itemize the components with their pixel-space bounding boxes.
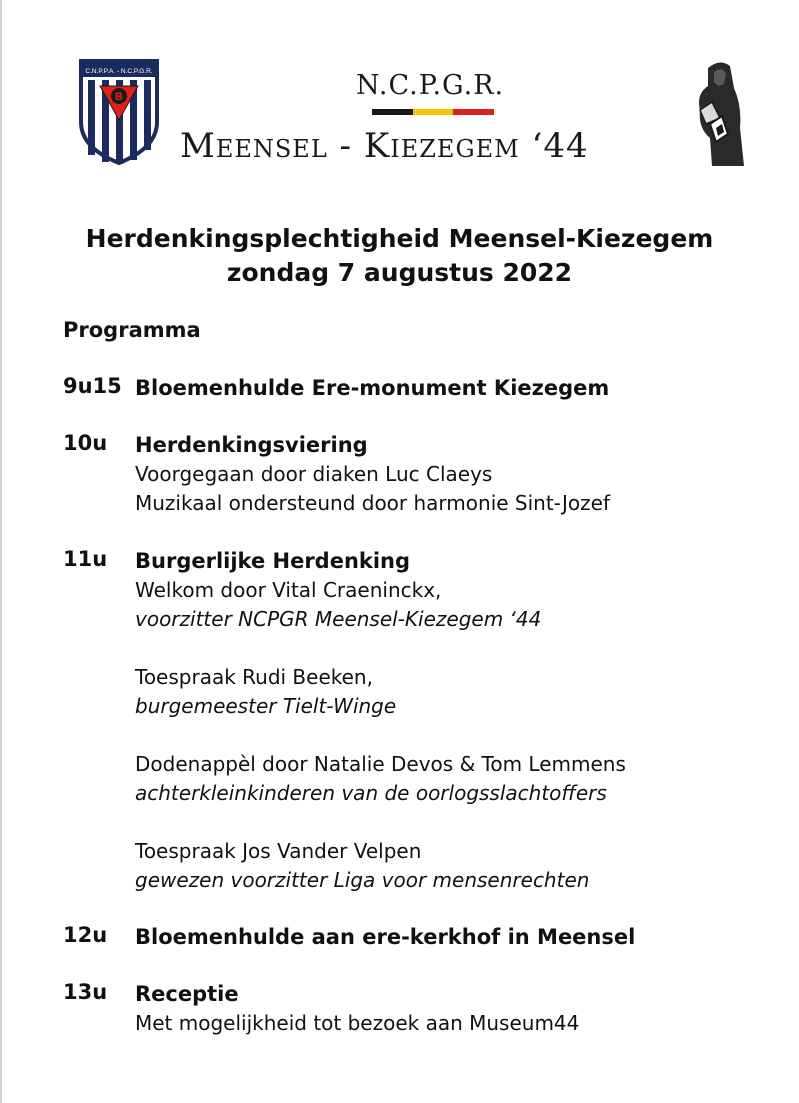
shield-letter: B: [115, 91, 123, 103]
speaker-role: achterkleinkinderen van de oorlogsslachtoffers: [135, 781, 607, 805]
city-title: Meensel - Kiezegem ‘44: [180, 126, 589, 166]
program-line: Muzikaal ondersteund door harmonie Sint-Jozef: [135, 491, 610, 515]
program-time: 11u: [63, 547, 108, 571]
shield-logo: [78, 58, 160, 166]
flag-black: [372, 109, 413, 115]
flag-red: [453, 109, 494, 115]
event-title: Herdenkingsplechtigheid Meensel-Kiezegem: [85, 224, 714, 253]
speaker-name: Toespraak Rudi Beeken,: [135, 665, 373, 689]
speaker-role: gewezen voorzitter Liga voor mensenrechten: [135, 868, 590, 892]
speaker-role: voorzitter NCPGR Meensel-Kiezegem ‘44: [135, 607, 542, 631]
monument-icon: [690, 58, 748, 170]
speaker-name: Toespraak Jos Vander Velpen: [135, 839, 422, 863]
speaker-name: Welkom door Vital Craeninckx,: [135, 578, 442, 602]
page-edge: [0, 0, 2, 1103]
program-time: 12u: [63, 923, 108, 947]
program-title: Bloemenhulde Ere-monument Kiezegem: [135, 376, 610, 400]
program-time: 13u: [63, 980, 108, 1004]
program-title: Receptie: [135, 982, 239, 1006]
program-title: Herdenkingsviering: [135, 433, 368, 457]
program-time: 9u15: [63, 374, 122, 398]
org-name: N.C.P.G.R.: [356, 70, 505, 101]
speaker-role: burgemeester Tielt-Winge: [135, 694, 397, 718]
flag-bar: [372, 109, 494, 115]
flag-yellow: [413, 109, 454, 115]
event-date: zondag 7 augustus 2022: [226, 258, 573, 287]
speaker-name: Dodenappèl door Natalie Devos & Tom Lemmens: [135, 752, 626, 776]
shield-text: C.N.P.P.A. - N.C.P.G.R.: [85, 68, 153, 75]
program-heading: Programma: [63, 318, 201, 342]
program-title: Bloemenhulde aan ere-kerkhof in Meensel: [135, 925, 636, 949]
program-title: Burgerlijke Herdenking: [135, 549, 411, 573]
program-line: Met mogelijkheid tot bezoek aan Museum44: [135, 1011, 580, 1035]
program-time: 10u: [63, 431, 108, 455]
program-line: Voorgegaan door diaken Luc Claeys: [135, 462, 493, 486]
